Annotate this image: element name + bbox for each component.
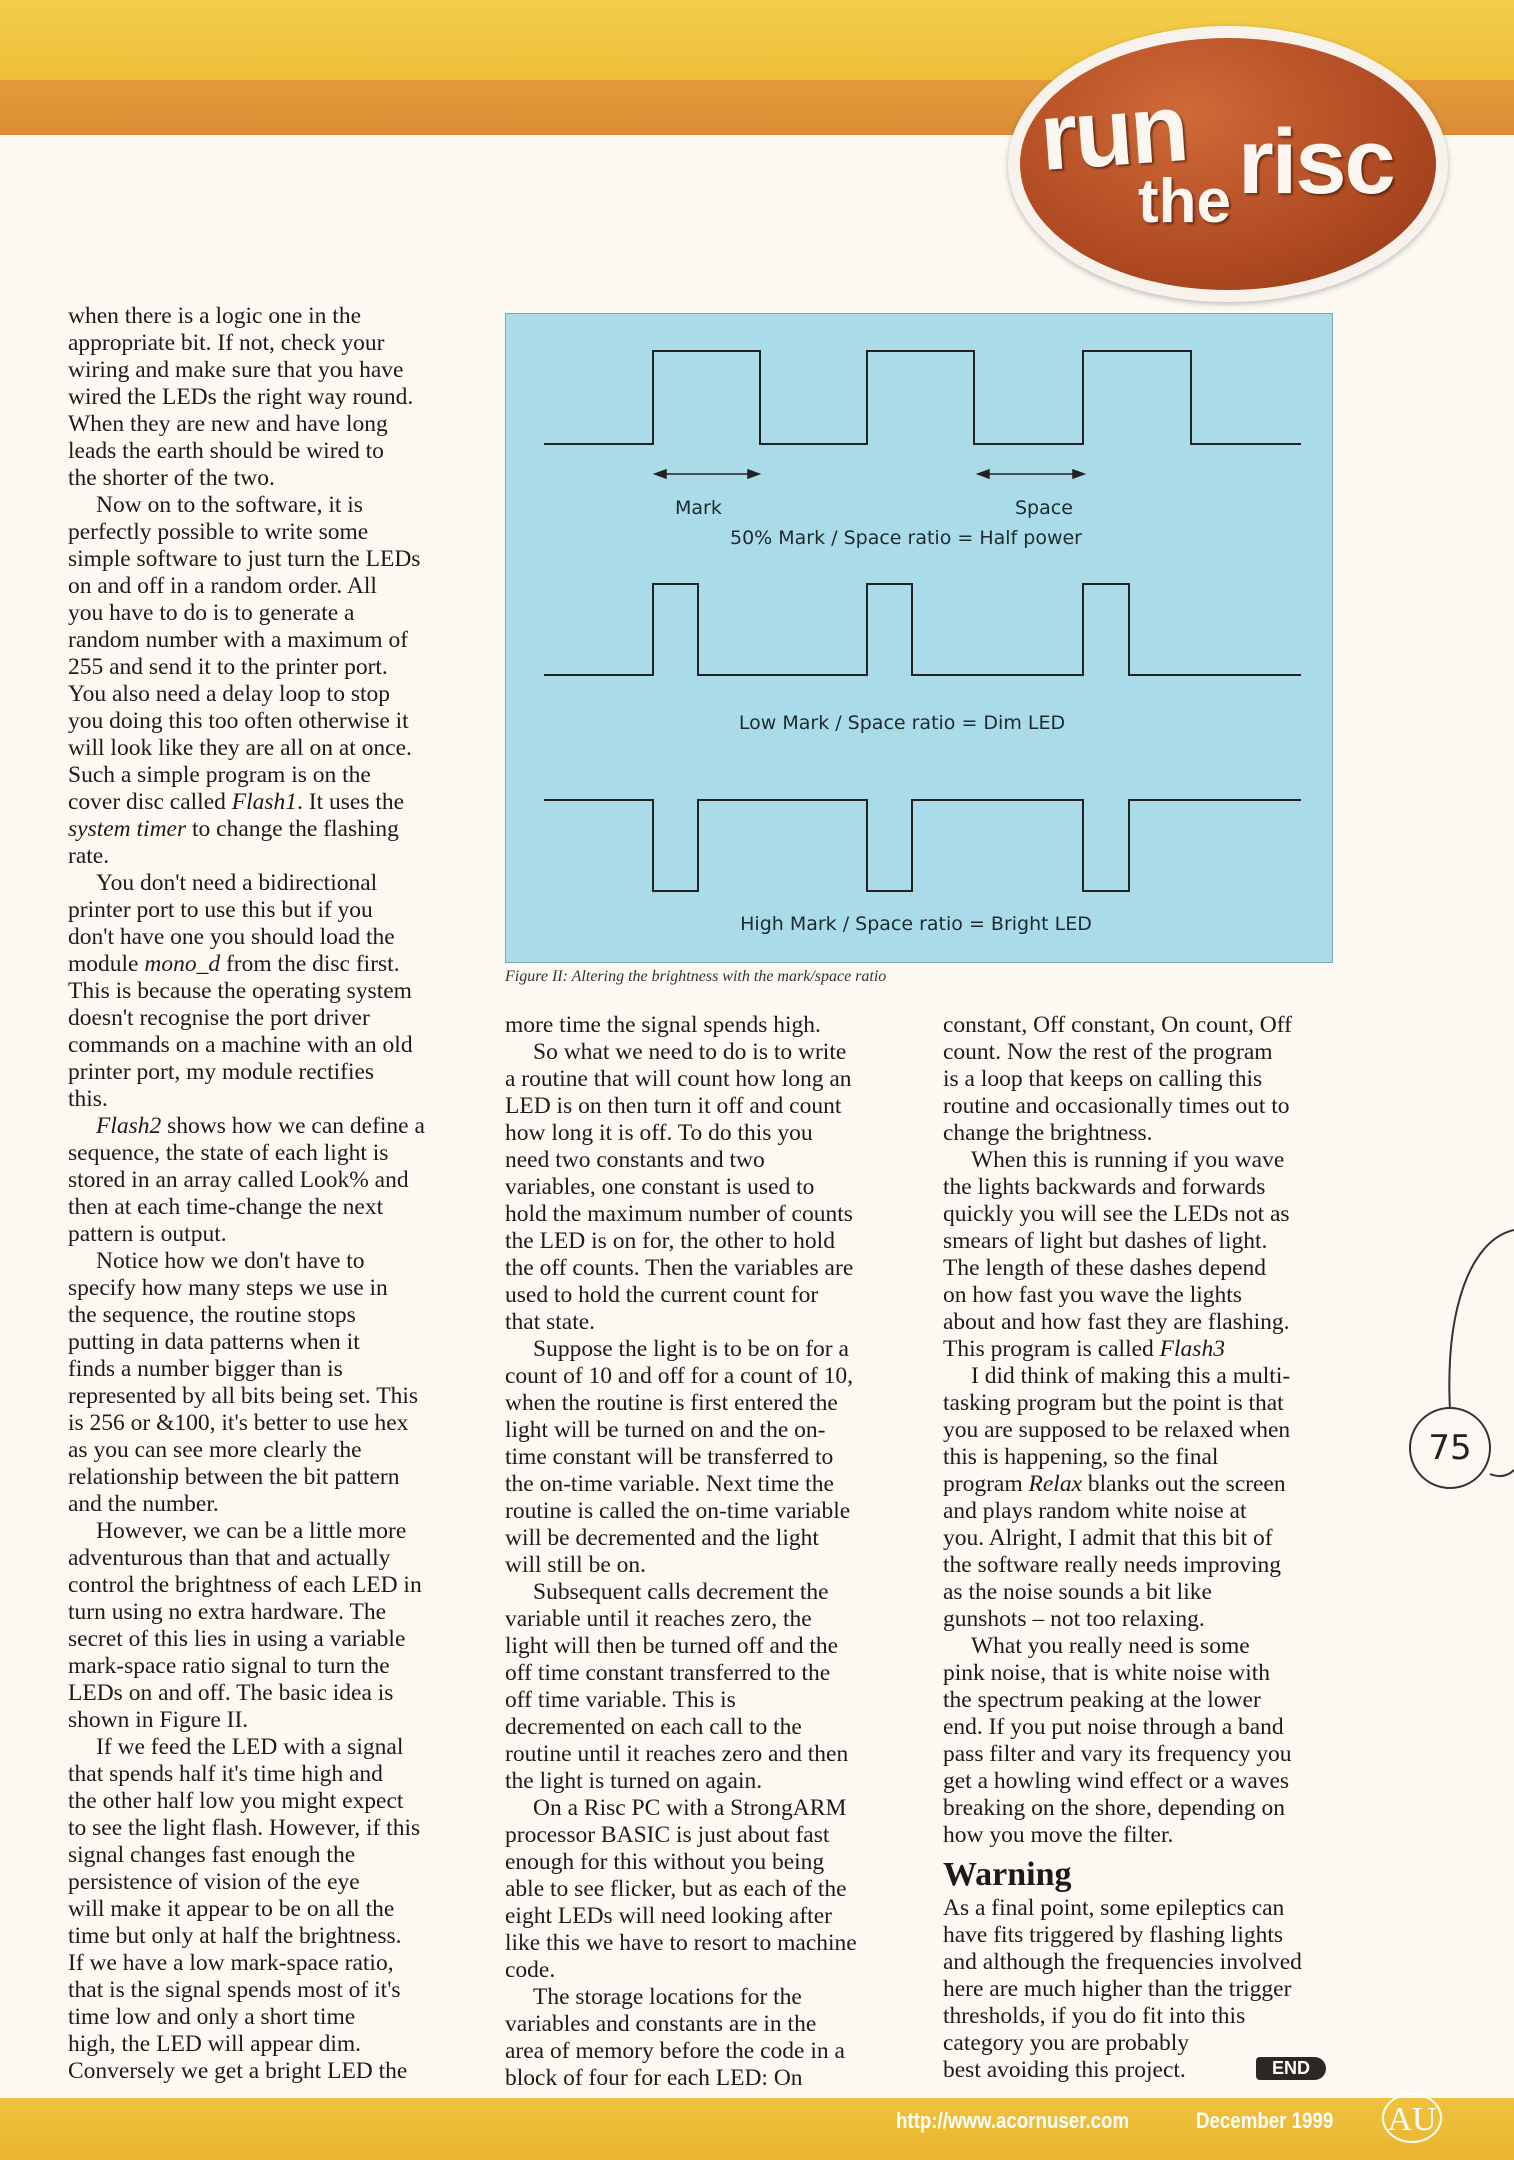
text-line: breaking on the shore, depending on bbox=[943, 1795, 1285, 1821]
text-line: variable until it reaches zero, the bbox=[505, 1606, 812, 1632]
text-line: perfectly possible to write some bbox=[68, 519, 369, 545]
text-line: is a loop that keeps on calling this bbox=[943, 1066, 1263, 1092]
text-line bbox=[943, 1471, 1335, 1498]
text-line: Suppose the light is to be on for a bbox=[533, 1336, 849, 1362]
text-line: LEDs on and off. The basic idea is bbox=[68, 1680, 394, 1706]
text-line: wiring and make sure that you have bbox=[68, 357, 404, 383]
text-span: cover disc called bbox=[68, 789, 232, 815]
text-line: the on-time variable. Next time the bbox=[505, 1471, 834, 1497]
footer-url[interactable]: http://www.acornuser.com bbox=[896, 2108, 1130, 2133]
paragraph bbox=[68, 1248, 453, 1518]
end-badge: END bbox=[1256, 2057, 1326, 2080]
text-line: You don't need a bidirectional bbox=[96, 870, 378, 896]
text-line: processor BASIC is just about fast bbox=[505, 1822, 830, 1848]
text-line: If we feed the LED with a signal bbox=[96, 1734, 404, 1760]
text-line: The length of these dashes depend bbox=[943, 1255, 1267, 1281]
run-the-risc-logo bbox=[1008, 26, 1448, 302]
page-number: 75 bbox=[1409, 1407, 1491, 1489]
text-line: like this we have to resort to machine bbox=[505, 1930, 857, 1956]
text-line: If we have a low mark-space ratio, bbox=[68, 1950, 394, 1976]
text-line: tasking program but the point is that bbox=[943, 1390, 1284, 1416]
text-span: program bbox=[943, 1471, 1029, 1497]
text-line: thresholds, if you do fit into this bbox=[943, 2003, 1246, 2029]
text-line: that is the signal spends most of it's bbox=[68, 1977, 401, 2003]
text-line: about and how fast they are flashing. bbox=[943, 1309, 1290, 1335]
text-line: pattern is output. bbox=[68, 1221, 227, 1247]
paragraph bbox=[68, 1113, 453, 1248]
text-line: mark-space ratio signal to turn the bbox=[68, 1653, 390, 1679]
column-right bbox=[943, 1012, 1335, 2084]
text-line: turn using no extra hardware. The bbox=[68, 1599, 387, 1625]
waveform-svg bbox=[506, 314, 1334, 964]
paragraph bbox=[505, 1795, 895, 1984]
text-line: finds a number bigger than is bbox=[68, 1356, 343, 1382]
text-line: signal changes fast enough the bbox=[68, 1842, 356, 1868]
text-line: the lights backwards and forwards bbox=[943, 1174, 1266, 1200]
paragraph bbox=[68, 492, 453, 870]
text-line: block of four for each LED: On bbox=[505, 2065, 803, 2091]
text-line: light will be turned on and the on- bbox=[505, 1417, 826, 1443]
text-line: appropriate bit. If not, check your bbox=[68, 330, 385, 356]
text-span: from the disc first. bbox=[220, 951, 400, 977]
text-line: persistence of vision of the eye bbox=[68, 1869, 360, 1895]
text-line: stored in an array called Look% and bbox=[68, 1167, 409, 1193]
italic-text: Flash2 bbox=[96, 1113, 162, 1139]
text-line: commands on a machine with an old bbox=[68, 1032, 413, 1058]
text-line: you are supposed to be relaxed when bbox=[943, 1417, 1291, 1443]
text-line: the spectrum peaking at the lower bbox=[943, 1687, 1261, 1713]
text-line: as you can see more clearly the bbox=[68, 1437, 362, 1463]
text-line: decremented on each call to the bbox=[505, 1714, 802, 1740]
text-line: to see the light flash. However, if this bbox=[68, 1815, 421, 1841]
text-line: and although the frequencies involved bbox=[943, 1949, 1302, 1975]
italic-text: Flash3 bbox=[1159, 1336, 1225, 1362]
text-line: count. Now the rest of the program bbox=[943, 1039, 1273, 1065]
text-line: as the noise sounds a bit like bbox=[943, 1579, 1212, 1605]
text-line: on and off in a random order. All bbox=[68, 573, 377, 599]
text-line: What you really need is some bbox=[971, 1633, 1250, 1659]
text-line bbox=[68, 816, 453, 843]
text-line: category you are probably bbox=[943, 2030, 1189, 2056]
text-line: the light is turned on again. bbox=[505, 1768, 763, 1794]
acorn-user-logo: AU bbox=[1382, 2093, 1442, 2143]
text-line: 255 and send it to the printer port. bbox=[68, 654, 388, 680]
text-line: Now on to the software, it is bbox=[96, 492, 363, 518]
paragraph bbox=[68, 1734, 453, 2085]
label-space: Space bbox=[1015, 497, 1073, 519]
paragraph bbox=[943, 1633, 1335, 1849]
figure-caption: Figure II: Altering the brightness with the mark/space ratio bbox=[505, 968, 887, 985]
text-line: So what we need to do is to write bbox=[533, 1039, 847, 1065]
text-span: This program is called bbox=[943, 1336, 1160, 1362]
text-span: blanks out the screen bbox=[1082, 1471, 1286, 1497]
label-mark: Mark bbox=[675, 497, 722, 519]
text-line bbox=[68, 951, 453, 978]
text-line: When this is running if you wave bbox=[971, 1147, 1285, 1173]
text-line: when the routine is first entered the bbox=[505, 1390, 838, 1416]
text-line: off time constant transferred to the bbox=[505, 1660, 831, 1686]
text-line: routine is called the on-time variable bbox=[505, 1498, 851, 1524]
text-line: on how fast you wave the lights bbox=[943, 1282, 1242, 1308]
figure-mark-space-diagram bbox=[505, 313, 1333, 963]
text-line: wired the LEDs the right way round. bbox=[68, 384, 414, 410]
text-span: shows how we can define a bbox=[161, 1113, 425, 1139]
text-line: simple software to just turn the LEDs bbox=[68, 546, 421, 572]
text-line: how long it is off. To do this you bbox=[505, 1120, 813, 1146]
text-line: time low and only a short time bbox=[68, 2004, 356, 2030]
text-line: As a final point, some epileptics can bbox=[943, 1895, 1285, 1921]
paragraph bbox=[943, 1895, 1335, 2084]
text-line: constant, Off constant, On count, Off bbox=[943, 1012, 1292, 1038]
text-line: don't have one you should load the bbox=[68, 924, 395, 950]
text-line: printer port, my module rectifies bbox=[68, 1059, 375, 1085]
text-line: end. If you put noise through a band bbox=[943, 1714, 1284, 1740]
text-line: Notice how we don't have to bbox=[96, 1248, 365, 1274]
text-line: printer port to use this but if you bbox=[68, 897, 373, 923]
paragraph bbox=[943, 1363, 1335, 1633]
text-line: light will then be turned off and the bbox=[505, 1633, 839, 1659]
text-line: area of memory before the code in a bbox=[505, 2038, 845, 2064]
paragraph bbox=[68, 870, 453, 1113]
text-line: and plays random white noise at bbox=[943, 1498, 1247, 1524]
text-line bbox=[943, 1336, 1335, 1363]
warning-heading: Warning bbox=[943, 1856, 1072, 1893]
text-line: adventurous than that and actually bbox=[68, 1545, 391, 1571]
text-line: quickly you will see the LEDs not as bbox=[943, 1201, 1290, 1227]
text-line: represented by all bits being set. This bbox=[68, 1383, 419, 1409]
text-line: will be decremented and the light bbox=[505, 1525, 819, 1551]
waveform-dim-led bbox=[544, 584, 1301, 675]
text-line: pass filter and vary its frequency you bbox=[943, 1741, 1292, 1767]
column-left bbox=[68, 303, 453, 2085]
italic-text: Flash1 bbox=[231, 789, 298, 815]
text-line: time constant will be transferred to bbox=[505, 1444, 834, 1470]
footer-date: December 1999 bbox=[1196, 2108, 1334, 2133]
text-span: . It uses the bbox=[297, 789, 405, 815]
text-line: You also need a delay loop to stop bbox=[68, 681, 391, 707]
text-line: specify how many steps we use in bbox=[68, 1275, 388, 1301]
text-line: The storage locations for the bbox=[533, 1984, 802, 2010]
text-line: is 256 or &100, it's better to use hex bbox=[68, 1410, 409, 1436]
text-line: when there is a logic one in the bbox=[68, 303, 362, 329]
paragraph bbox=[505, 1336, 895, 1579]
italic-text: system timer bbox=[68, 816, 187, 842]
text-line: control the brightness of each LED in bbox=[68, 1572, 422, 1598]
text-line: Subsequent calls decrement the bbox=[533, 1579, 829, 1605]
text-line: a routine that will count how long an bbox=[505, 1066, 852, 1092]
text-line: best avoiding this project. bbox=[943, 2057, 1186, 2083]
text-line: count of 10 and off for a count of 10, bbox=[505, 1363, 854, 1389]
waveform-half-power bbox=[544, 351, 1301, 444]
text-line: the off counts. Then the variables are bbox=[505, 1255, 854, 1281]
text-line: leads the earth should be wired to bbox=[68, 438, 384, 464]
text-line: relationship between the bit pattern bbox=[68, 1464, 400, 1490]
text-line: used to hold the current count for bbox=[505, 1282, 819, 1308]
text-line: more time the signal spends high. bbox=[505, 1012, 821, 1038]
text-line: the LED is on for, the other to hold bbox=[505, 1228, 835, 1254]
italic-text: Relax bbox=[1028, 1471, 1082, 1497]
text-line: high, the LED will appear dim. bbox=[68, 2031, 362, 2057]
text-line: rate. bbox=[68, 843, 110, 869]
paragraph bbox=[943, 1147, 1335, 1363]
text-line: variables, one constant is used to bbox=[505, 1174, 815, 1200]
text-line: gunshots – not too relaxing. bbox=[943, 1606, 1205, 1632]
text-line: then at each time-change the next bbox=[68, 1194, 384, 1220]
text-line: get a howling wind effect or a waves bbox=[943, 1768, 1290, 1794]
text-line: the shorter of the two. bbox=[68, 465, 275, 491]
text-line: you. Alright, I admit that this bit of bbox=[943, 1525, 1273, 1551]
text-line: LED is on then turn it off and count bbox=[505, 1093, 842, 1119]
text-line: routine until it reaches zero and then bbox=[505, 1741, 849, 1767]
text-line bbox=[68, 1113, 453, 1140]
text-line: off time variable. This is bbox=[505, 1687, 736, 1713]
text-line: random number with a maximum of bbox=[68, 627, 409, 653]
text-line: sequence, the state of each light is bbox=[68, 1140, 389, 1166]
text-line: the sequence, the routine stops bbox=[68, 1302, 356, 1328]
paragraph bbox=[68, 1518, 453, 1734]
text-line: this is happening, so the final bbox=[943, 1444, 1219, 1470]
text-line bbox=[68, 789, 453, 816]
text-line: pink noise, that is white noise with bbox=[943, 1660, 1271, 1686]
text-line: will make it appear to be on all the bbox=[68, 1896, 395, 1922]
text-line: eight LEDs will need looking after bbox=[505, 1903, 832, 1929]
text-line: this. bbox=[68, 1086, 108, 1112]
caption-dim-led: Low Mark / Space ratio = Dim LED bbox=[738, 712, 1066, 734]
text-line: will still be on. bbox=[505, 1552, 646, 1578]
text-line: and the number. bbox=[68, 1491, 219, 1517]
italic-text: mono_d bbox=[144, 951, 221, 977]
text-line: smears of light but dashes of light. bbox=[943, 1228, 1268, 1254]
text-span: to change the flashing bbox=[186, 816, 399, 842]
logo-word-risc: risc bbox=[1238, 111, 1394, 213]
text-line: change the brightness. bbox=[943, 1120, 1153, 1146]
waveform-bright-led bbox=[544, 800, 1301, 891]
text-line: doesn't recognise the port driver bbox=[68, 1005, 370, 1031]
text-line: the software really needs improving bbox=[943, 1552, 1282, 1578]
caption-half-power: 50% Mark / Space ratio = Half power bbox=[729, 527, 1082, 549]
text-line: that spends half it's time high and bbox=[68, 1761, 383, 1787]
text-line: here are much higher than the trigger bbox=[943, 1976, 1292, 2002]
text-line: This is because the operating system bbox=[68, 978, 412, 1004]
text-line: Conversely we get a bright LED the bbox=[68, 2058, 408, 2084]
text-line: enough for this without you being bbox=[505, 1849, 825, 1875]
text-line: how you move the filter. bbox=[943, 1822, 1174, 1848]
text-line: will look like they are all on at once. bbox=[68, 735, 412, 761]
text-line: However, we can be a little more bbox=[96, 1518, 407, 1544]
text-line: secret of this lies in using a variable bbox=[68, 1626, 406, 1652]
text-line: have fits triggered by flashing lights bbox=[943, 1922, 1284, 1948]
text-line: hold the maximum number of counts bbox=[505, 1201, 853, 1227]
text-line: you have to do is to generate a bbox=[68, 600, 355, 626]
text-line: code. bbox=[505, 1957, 556, 1983]
text-line: routine and occasionally times out to bbox=[943, 1093, 1290, 1119]
text-line: Such a simple program is on the bbox=[68, 762, 371, 788]
logo-word-the: the bbox=[1138, 167, 1231, 236]
text-line: shown in Figure II. bbox=[68, 1707, 249, 1733]
text-span: module bbox=[68, 951, 145, 977]
text-line: When they are new and have long bbox=[68, 411, 388, 437]
paragraph bbox=[505, 1012, 895, 1039]
text-line: that state. bbox=[505, 1309, 596, 1335]
paragraph bbox=[505, 1984, 895, 2092]
mark-arrow-icon bbox=[655, 470, 759, 478]
paragraph bbox=[943, 1012, 1335, 1147]
text-line: putting in data patterns when it bbox=[68, 1329, 360, 1355]
text-line: able to see flicker, but as each of the bbox=[505, 1876, 847, 1902]
text-line: I did think of making this a multi- bbox=[971, 1363, 1291, 1389]
text-line: need two constants and two bbox=[505, 1147, 765, 1173]
space-arrow-icon bbox=[978, 470, 1084, 478]
text-line: variables and constants are in the bbox=[505, 2011, 817, 2037]
text-line: time but only at half the brightness. bbox=[68, 1923, 402, 1949]
text-line: On a Risc PC with a StrongARM bbox=[533, 1795, 847, 1821]
paragraph bbox=[505, 1039, 895, 1336]
caption-bright-led: High Mark / Space ratio = Bright LED bbox=[740, 913, 1092, 935]
paragraph bbox=[505, 1579, 895, 1795]
text-line: you doing this too often otherwise it bbox=[68, 708, 409, 734]
column-middle bbox=[505, 1012, 895, 2092]
logo-word-run: run bbox=[1036, 74, 1190, 191]
text-line: the other half low you might expect bbox=[68, 1788, 404, 1814]
paragraph bbox=[68, 303, 453, 492]
